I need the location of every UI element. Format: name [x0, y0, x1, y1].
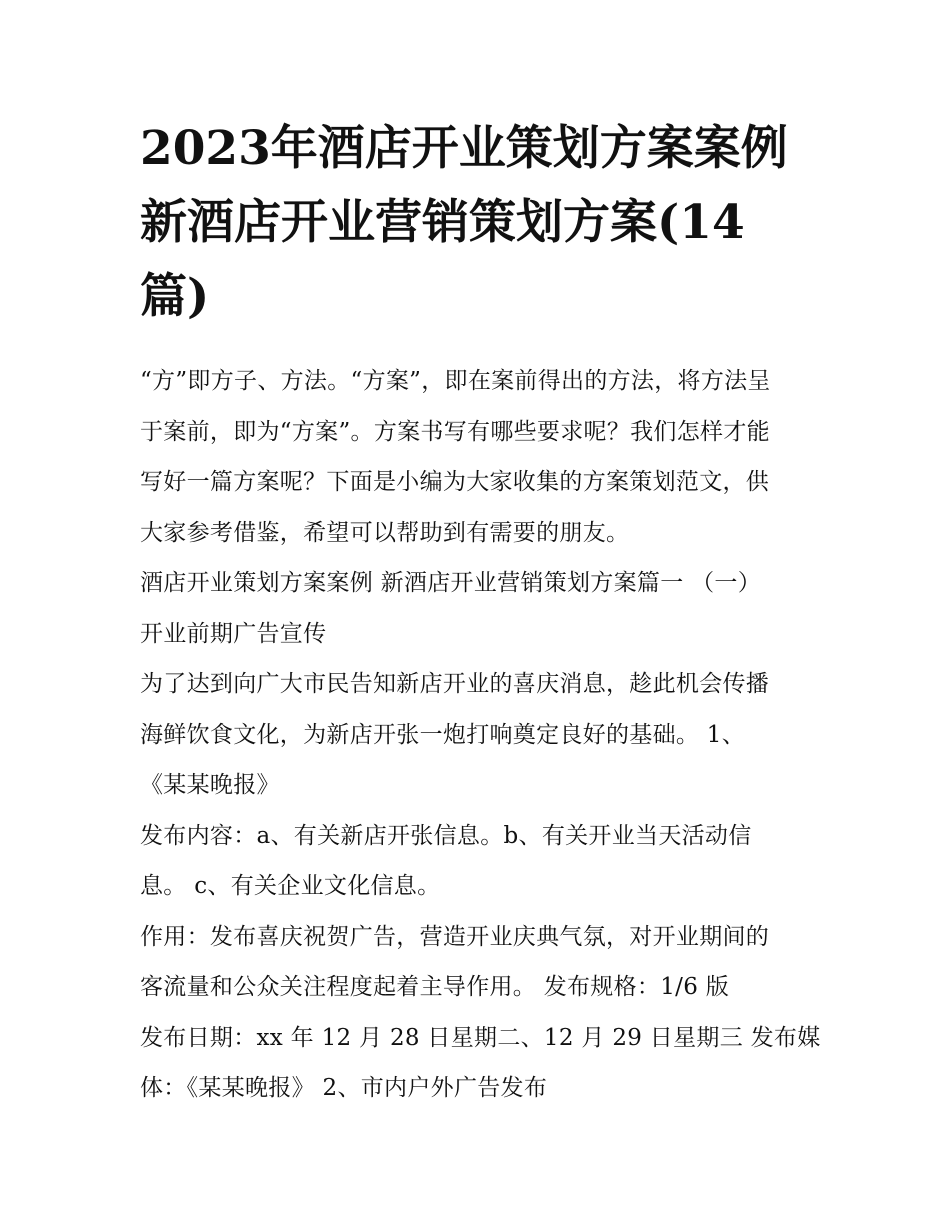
text-line: 酒店开业策划方案案例 新酒店开业营销策划方案篇一 （一）	[140, 570, 762, 596]
text-line: 作用：发布喜庆祝贺广告，营造开业庆典气氛，对开业期间的	[140, 923, 770, 950]
text-line: 于案前，即为“方案”。方案书写有哪些要求呢？我们怎样才能	[140, 418, 770, 445]
text-line: 写好一篇方案呢？下面是小编为大家收集的方案策划范文，供	[140, 469, 770, 495]
date-paragraph	[140, 1013, 821, 1114]
content-paragraph	[140, 811, 812, 912]
text-line: 发布日期：xx 年 12 月 28 日星期二、12 月 29 日星期三 发布媒	[140, 1024, 821, 1051]
text-line: 开业前期广告宣传	[140, 620, 327, 647]
title-line: 2023年酒店开业策划方案案例	[140, 121, 788, 176]
text-line: 体：《某某晚报》 2、市内户外广告发布	[140, 1075, 548, 1101]
text-line: 息。 c、有关企业文化信息。	[140, 873, 441, 899]
document-title	[140, 112, 812, 334]
effect-paragraph	[140, 912, 812, 1013]
text-line: 海鲜饮食文化，为新店开张一炮打响奠定良好的基础。 1、	[140, 721, 746, 748]
title-line: 新酒店开业营销策划方案(14	[140, 195, 745, 250]
text-line: 发布内容：a、有关新店开张信息。b、有关开业当天活动信	[140, 822, 752, 849]
document-page	[140, 112, 821, 1114]
text-line: 大家参考借鉴，希望可以帮助到有需要的朋友。	[140, 519, 630, 546]
title-line: 篇)	[140, 269, 210, 324]
text-line: 为了达到向广大市民告知新店开业的喜庆消息，趁此机会传播	[140, 671, 770, 697]
section-heading-paragraph	[140, 558, 812, 659]
text-line: 《某某晚报》	[140, 772, 280, 798]
purpose-paragraph	[140, 659, 812, 811]
text-line: “方”即方子、方法。“方案”，即在案前得出的方法，将方法呈	[140, 368, 771, 394]
intro-paragraph	[140, 356, 812, 558]
text-line: 客流量和公众关注程度起着主导作用。 发布规格：1/6 版	[140, 974, 730, 1000]
